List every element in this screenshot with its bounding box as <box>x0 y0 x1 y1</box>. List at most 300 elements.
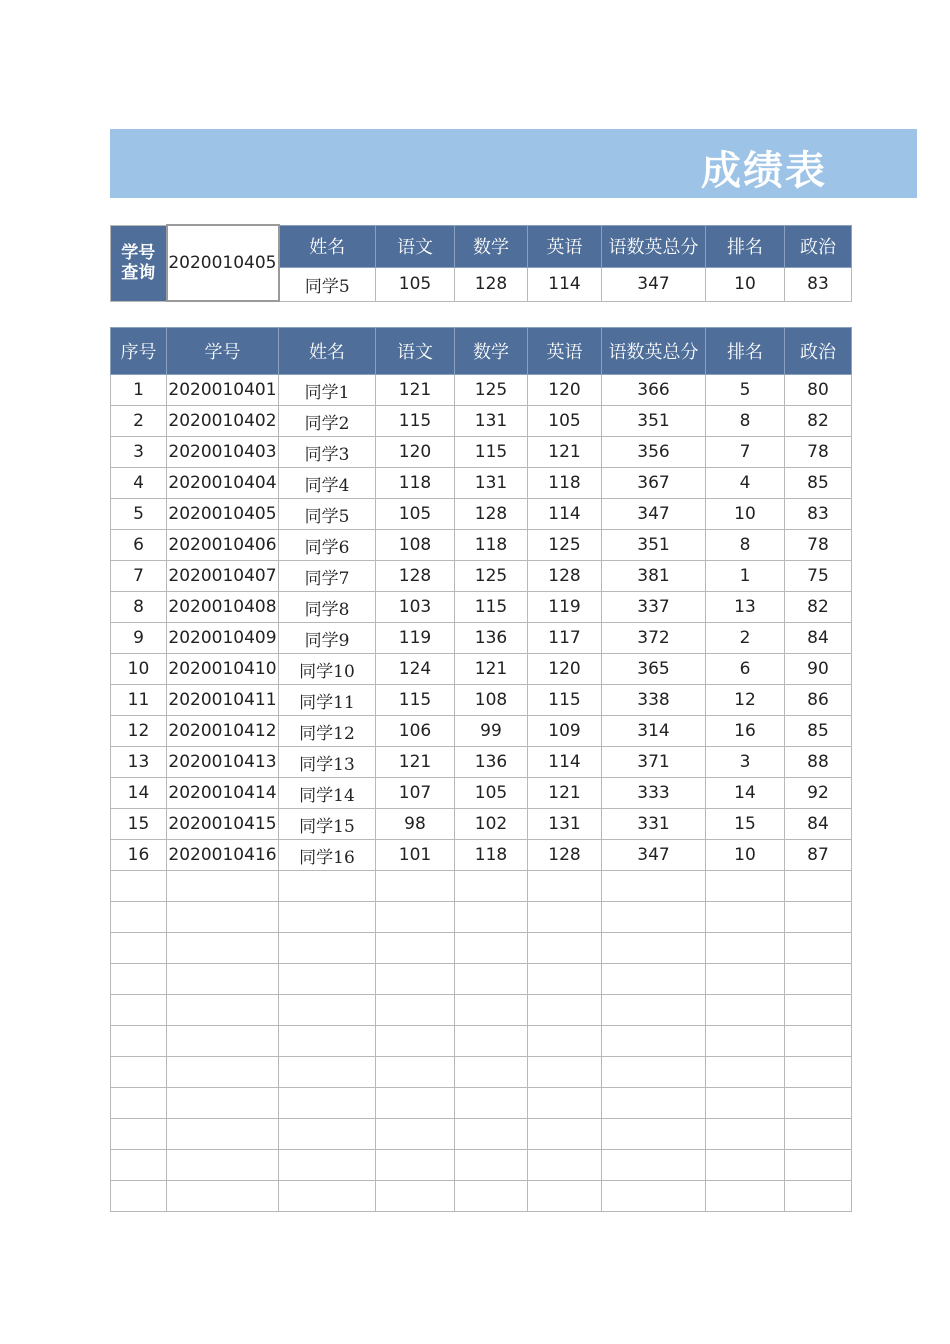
table-cell[interactable]: 78 <box>785 437 852 468</box>
empty-cell[interactable] <box>376 871 455 902</box>
table-row <box>111 623 852 654</box>
table-cell[interactable]: 338 <box>602 685 706 716</box>
table-cell[interactable]: 118 <box>455 840 528 871</box>
table-cell[interactable]: 118 <box>455 530 528 561</box>
empty-cell[interactable] <box>602 1119 706 1150</box>
column-header: 语数英总分 <box>602 328 706 375</box>
empty-cell[interactable] <box>602 933 706 964</box>
empty-cell[interactable] <box>785 1181 852 1212</box>
table-cell[interactable]: 347 <box>602 840 706 871</box>
empty-cell[interactable] <box>111 871 167 902</box>
table-cell[interactable]: 331 <box>602 809 706 840</box>
table-cell[interactable]: 351 <box>602 406 706 437</box>
column-header: 英语 <box>528 328 602 375</box>
table-cell[interactable]: 2020010416 <box>167 840 279 871</box>
table-cell[interactable]: 92 <box>785 778 852 809</box>
table-cell[interactable]: 2020010401 <box>167 375 279 406</box>
table-cell[interactable]: 10 <box>706 499 785 530</box>
empty-cell[interactable] <box>602 1057 706 1088</box>
table-cell[interactable]: 同学2 <box>279 406 376 437</box>
column-header: 序号 <box>111 328 167 375</box>
empty-row <box>111 964 852 995</box>
lookup-value[interactable]: 347 <box>602 267 706 301</box>
empty-cell[interactable] <box>111 1119 167 1150</box>
table-cell[interactable]: 128 <box>528 561 602 592</box>
empty-cell[interactable] <box>111 964 167 995</box>
lookup-header: 英语 <box>528 225 602 267</box>
table-cell[interactable]: 85 <box>785 716 852 747</box>
table-cell[interactable]: 118 <box>528 468 602 499</box>
table-cell[interactable]: 同学9 <box>279 623 376 654</box>
table-cell[interactable]: 90 <box>785 654 852 685</box>
table-cell[interactable]: 99 <box>455 716 528 747</box>
table-cell[interactable]: 2020010406 <box>167 530 279 561</box>
table-cell[interactable]: 4 <box>706 468 785 499</box>
empty-cell[interactable] <box>706 1057 785 1088</box>
table-cell[interactable]: 125 <box>528 530 602 561</box>
empty-cell[interactable] <box>528 871 602 902</box>
empty-cell[interactable] <box>785 1119 852 1150</box>
title-banner <box>110 129 917 198</box>
empty-row <box>111 1088 852 1119</box>
table-cell[interactable]: 333 <box>602 778 706 809</box>
table-cell[interactable]: 80 <box>785 375 852 406</box>
table-cell[interactable]: 同学3 <box>279 437 376 468</box>
table-cell[interactable]: 14 <box>706 778 785 809</box>
empty-cell[interactable] <box>167 1088 279 1119</box>
empty-cell[interactable] <box>602 1088 706 1119</box>
column-header: 政治 <box>785 328 852 375</box>
table-cell[interactable]: 105 <box>528 406 602 437</box>
empty-cell[interactable] <box>528 1088 602 1119</box>
empty-cell[interactable] <box>706 1119 785 1150</box>
empty-cell[interactable] <box>785 902 852 933</box>
lookup-header: 语文 <box>376 225 455 267</box>
table-cell[interactable]: 同学10 <box>279 654 376 685</box>
table-cell[interactable]: 13 <box>706 592 785 623</box>
lookup-header: 政治 <box>785 225 852 267</box>
empty-cell[interactable] <box>602 995 706 1026</box>
table-cell[interactable]: 6 <box>111 530 167 561</box>
empty-row <box>111 1057 852 1088</box>
table-cell[interactable]: 13 <box>111 747 167 778</box>
empty-cell[interactable] <box>602 1150 706 1181</box>
empty-cell[interactable] <box>167 995 279 1026</box>
table-cell[interactable]: 2020010405 <box>167 499 279 530</box>
empty-row <box>111 1026 852 1057</box>
empty-cell[interactable] <box>706 902 785 933</box>
empty-cell[interactable] <box>279 1119 376 1150</box>
table-cell[interactable]: 367 <box>602 468 706 499</box>
empty-cell[interactable] <box>167 871 279 902</box>
table-cell[interactable]: 115 <box>376 685 455 716</box>
table-cell[interactable]: 7 <box>706 437 785 468</box>
table-cell[interactable]: 120 <box>528 375 602 406</box>
table-cell[interactable]: 4 <box>111 468 167 499</box>
table-cell[interactable]: 124 <box>376 654 455 685</box>
table-row <box>111 530 852 561</box>
table-cell[interactable]: 121 <box>376 747 455 778</box>
empty-cell[interactable] <box>455 902 528 933</box>
table-cell[interactable]: 98 <box>376 809 455 840</box>
table-cell[interactable]: 101 <box>376 840 455 871</box>
empty-cell[interactable] <box>376 1026 455 1057</box>
empty-cell[interactable] <box>785 964 852 995</box>
empty-cell[interactable] <box>279 902 376 933</box>
table-cell[interactable]: 371 <box>602 747 706 778</box>
table-cell[interactable]: 366 <box>602 375 706 406</box>
table-cell[interactable]: 2020010409 <box>167 623 279 654</box>
table-cell[interactable]: 2020010415 <box>167 809 279 840</box>
table-cell[interactable]: 2020010403 <box>167 437 279 468</box>
lookup-value[interactable]: 114 <box>528 267 602 301</box>
empty-cell[interactable] <box>455 1181 528 1212</box>
table-cell[interactable]: 同学12 <box>279 716 376 747</box>
empty-cell[interactable] <box>279 1088 376 1119</box>
table-row <box>111 437 852 468</box>
table-cell[interactable]: 同学6 <box>279 530 376 561</box>
table-cell[interactable]: 115 <box>528 685 602 716</box>
table-cell[interactable]: 114 <box>528 747 602 778</box>
empty-cell[interactable] <box>111 1088 167 1119</box>
empty-cell[interactable] <box>706 995 785 1026</box>
table-cell[interactable]: 102 <box>455 809 528 840</box>
empty-cell[interactable] <box>455 964 528 995</box>
empty-cell[interactable] <box>279 1057 376 1088</box>
student-id-input[interactable]: 2020010405 <box>167 225 279 301</box>
empty-cell[interactable] <box>602 1181 706 1212</box>
empty-cell[interactable] <box>528 964 602 995</box>
empty-cell[interactable] <box>376 1088 455 1119</box>
table-cell[interactable]: 120 <box>528 654 602 685</box>
table-row <box>111 592 852 623</box>
table-cell[interactable]: 84 <box>785 809 852 840</box>
lookup-value[interactable]: 128 <box>455 267 528 301</box>
table-cell[interactable]: 128 <box>376 561 455 592</box>
table-cell[interactable]: 108 <box>455 685 528 716</box>
table-cell[interactable]: 9 <box>111 623 167 654</box>
empty-cell[interactable] <box>111 902 167 933</box>
column-header: 学号 <box>167 328 279 375</box>
table-cell[interactable]: 同学4 <box>279 468 376 499</box>
table-cell[interactable]: 2020010411 <box>167 685 279 716</box>
empty-cell[interactable] <box>785 1057 852 1088</box>
table-cell[interactable]: 1 <box>706 561 785 592</box>
table-row <box>111 499 852 530</box>
table-cell[interactable]: 131 <box>455 406 528 437</box>
empty-cell[interactable] <box>167 1181 279 1212</box>
table-cell[interactable]: 128 <box>528 840 602 871</box>
empty-cell[interactable] <box>376 1150 455 1181</box>
empty-cell[interactable] <box>528 995 602 1026</box>
table-cell[interactable]: 14 <box>111 778 167 809</box>
table-cell[interactable]: 381 <box>602 561 706 592</box>
empty-cell[interactable] <box>785 1026 852 1057</box>
table-cell[interactable]: 2020010412 <box>167 716 279 747</box>
empty-cell[interactable] <box>785 1150 852 1181</box>
column-header: 姓名 <box>279 328 376 375</box>
table-cell[interactable]: 131 <box>455 468 528 499</box>
empty-cell[interactable] <box>455 1119 528 1150</box>
table-row <box>111 468 852 499</box>
table-cell[interactable]: 337 <box>602 592 706 623</box>
table-cell[interactable]: 119 <box>376 623 455 654</box>
table-cell[interactable]: 15 <box>111 809 167 840</box>
empty-cell[interactable] <box>706 871 785 902</box>
table-cell[interactable]: 同学7 <box>279 561 376 592</box>
table-row <box>111 685 852 716</box>
empty-cell[interactable] <box>279 1181 376 1212</box>
table-cell[interactable]: 8 <box>706 530 785 561</box>
empty-cell[interactable] <box>706 1150 785 1181</box>
table-cell[interactable]: 2020010414 <box>167 778 279 809</box>
empty-cell[interactable] <box>455 871 528 902</box>
table-cell[interactable]: 84 <box>785 623 852 654</box>
empty-cell[interactable] <box>455 933 528 964</box>
empty-cell[interactable] <box>528 902 602 933</box>
table-header-row <box>111 328 852 375</box>
empty-cell[interactable] <box>167 1057 279 1088</box>
table-cell[interactable]: 2020010404 <box>167 468 279 499</box>
column-header: 数学 <box>455 328 528 375</box>
table-cell[interactable]: 85 <box>785 468 852 499</box>
empty-cell[interactable] <box>167 902 279 933</box>
empty-cell[interactable] <box>167 1150 279 1181</box>
empty-cell[interactable] <box>602 964 706 995</box>
table-cell[interactable]: 2020010408 <box>167 592 279 623</box>
table-cell[interactable]: 78 <box>785 530 852 561</box>
empty-cell[interactable] <box>376 995 455 1026</box>
table-cell[interactable]: 131 <box>528 809 602 840</box>
empty-cell[interactable] <box>279 1026 376 1057</box>
table-cell[interactable]: 16 <box>706 716 785 747</box>
empty-row <box>111 995 852 1026</box>
column-header: 语文 <box>376 328 455 375</box>
empty-row <box>111 1119 852 1150</box>
table-cell[interactable]: 106 <box>376 716 455 747</box>
empty-cell[interactable] <box>167 1026 279 1057</box>
empty-cell[interactable] <box>528 1026 602 1057</box>
table-cell[interactable]: 105 <box>376 499 455 530</box>
table-cell[interactable]: 2 <box>706 623 785 654</box>
empty-cell[interactable] <box>376 964 455 995</box>
empty-cell[interactable] <box>111 1150 167 1181</box>
empty-cell[interactable] <box>528 933 602 964</box>
empty-cell[interactable] <box>528 1150 602 1181</box>
table-cell[interactable]: 82 <box>785 406 852 437</box>
table-cell[interactable]: 2020010413 <box>167 747 279 778</box>
table-cell[interactable]: 119 <box>528 592 602 623</box>
table-row <box>111 406 852 437</box>
table-cell[interactable]: 121 <box>528 437 602 468</box>
table-cell[interactable]: 372 <box>602 623 706 654</box>
lookup-table <box>110 224 852 302</box>
lookup-header: 排名 <box>706 225 785 267</box>
table-cell[interactable]: 136 <box>455 623 528 654</box>
table-row <box>111 747 852 778</box>
table-row <box>111 375 852 406</box>
table-row <box>111 654 852 685</box>
empty-cell[interactable] <box>279 871 376 902</box>
empty-cell[interactable] <box>376 1057 455 1088</box>
table-cell[interactable]: 5 <box>706 375 785 406</box>
table-cell[interactable]: 12 <box>111 716 167 747</box>
table-cell[interactable]: 125 <box>455 375 528 406</box>
lookup-header: 数学 <box>455 225 528 267</box>
table-cell[interactable]: 7 <box>111 561 167 592</box>
empty-row <box>111 871 852 902</box>
empty-cell[interactable] <box>376 1181 455 1212</box>
table-row <box>111 840 852 871</box>
table-cell[interactable]: 356 <box>602 437 706 468</box>
table-cell[interactable]: 125 <box>455 561 528 592</box>
empty-cell[interactable] <box>785 1088 852 1119</box>
score-table <box>110 327 852 1212</box>
table-cell[interactable]: 2020010407 <box>167 561 279 592</box>
empty-cell[interactable] <box>111 1181 167 1212</box>
empty-cell[interactable] <box>111 1057 167 1088</box>
table-cell[interactable]: 8 <box>111 592 167 623</box>
table-cell[interactable]: 86 <box>785 685 852 716</box>
empty-cell[interactable] <box>706 1026 785 1057</box>
table-cell[interactable]: 108 <box>376 530 455 561</box>
table-cell[interactable]: 88 <box>785 747 852 778</box>
empty-cell[interactable] <box>455 1026 528 1057</box>
empty-cell[interactable] <box>706 1181 785 1212</box>
empty-cell[interactable] <box>602 871 706 902</box>
table-cell[interactable]: 351 <box>602 530 706 561</box>
table-cell[interactable]: 114 <box>528 499 602 530</box>
empty-cell[interactable] <box>111 995 167 1026</box>
table-cell[interactable]: 103 <box>376 592 455 623</box>
table-cell[interactable]: 15 <box>706 809 785 840</box>
empty-cell[interactable] <box>376 933 455 964</box>
table-cell[interactable]: 2 <box>111 406 167 437</box>
lookup-value[interactable]: 10 <box>706 267 785 301</box>
table-cell[interactable]: 10 <box>111 654 167 685</box>
empty-cell[interactable] <box>376 902 455 933</box>
empty-cell[interactable] <box>279 995 376 1026</box>
empty-row <box>111 1150 852 1181</box>
empty-cell[interactable] <box>279 964 376 995</box>
empty-row <box>111 1181 852 1212</box>
empty-cell[interactable] <box>706 1088 785 1119</box>
empty-cell[interactable] <box>455 995 528 1026</box>
empty-cell[interactable] <box>167 933 279 964</box>
lookup-label: 学号 查询 <box>111 225 167 301</box>
table-cell[interactable]: 同学15 <box>279 809 376 840</box>
empty-row <box>111 902 852 933</box>
table-cell[interactable]: 365 <box>602 654 706 685</box>
table-cell[interactable]: 105 <box>455 778 528 809</box>
table-cell[interactable]: 117 <box>528 623 602 654</box>
table-cell[interactable]: 314 <box>602 716 706 747</box>
empty-cell[interactable] <box>111 933 167 964</box>
lookup-value[interactable]: 105 <box>376 267 455 301</box>
lookup-header: 语数英总分 <box>602 225 706 267</box>
table-cell[interactable]: 120 <box>376 437 455 468</box>
lookup-value[interactable]: 同学5 <box>279 267 376 301</box>
table-cell[interactable]: 128 <box>455 499 528 530</box>
table-cell[interactable]: 同学8 <box>279 592 376 623</box>
table-cell[interactable]: 10 <box>706 840 785 871</box>
table-cell[interactable]: 87 <box>785 840 852 871</box>
table-cell[interactable]: 3 <box>111 437 167 468</box>
table-cell[interactable]: 121 <box>455 654 528 685</box>
table-cell[interactable]: 11 <box>111 685 167 716</box>
empty-cell[interactable] <box>455 1057 528 1088</box>
table-cell[interactable]: 121 <box>376 375 455 406</box>
empty-cell[interactable] <box>279 1150 376 1181</box>
table-cell[interactable]: 115 <box>376 406 455 437</box>
empty-cell[interactable] <box>785 995 852 1026</box>
empty-cell[interactable] <box>376 1119 455 1150</box>
table-cell[interactable]: 136 <box>455 747 528 778</box>
table-cell[interactable]: 347 <box>602 499 706 530</box>
table-cell[interactable]: 12 <box>706 685 785 716</box>
table-cell[interactable]: 83 <box>785 499 852 530</box>
empty-cell[interactable] <box>602 902 706 933</box>
empty-row <box>111 933 852 964</box>
table-cell[interactable]: 115 <box>455 437 528 468</box>
empty-cell[interactable] <box>528 1119 602 1150</box>
empty-cell[interactable] <box>455 1150 528 1181</box>
empty-cell[interactable] <box>602 1026 706 1057</box>
table-cell[interactable]: 同学13 <box>279 747 376 778</box>
empty-cell[interactable] <box>279 933 376 964</box>
table-row <box>111 778 852 809</box>
table-cell[interactable]: 同学5 <box>279 499 376 530</box>
table-cell[interactable]: 109 <box>528 716 602 747</box>
table-cell[interactable]: 118 <box>376 468 455 499</box>
table-cell[interactable]: 121 <box>528 778 602 809</box>
table-cell[interactable]: 3 <box>706 747 785 778</box>
empty-cell[interactable] <box>785 871 852 902</box>
table-cell[interactable]: 6 <box>706 654 785 685</box>
table-cell[interactable]: 107 <box>376 778 455 809</box>
table-cell[interactable]: 115 <box>455 592 528 623</box>
column-header: 排名 <box>706 328 785 375</box>
table-cell[interactable]: 16 <box>111 840 167 871</box>
table-cell[interactable]: 2020010402 <box>167 406 279 437</box>
lookup-value[interactable]: 83 <box>785 267 852 301</box>
empty-cell[interactable] <box>528 1181 602 1212</box>
table-row <box>111 809 852 840</box>
table-cell[interactable]: 1 <box>111 375 167 406</box>
table-cell[interactable]: 同学11 <box>279 685 376 716</box>
lookup-header: 姓名 <box>279 225 376 267</box>
table-row <box>111 561 852 592</box>
table-cell[interactable]: 5 <box>111 499 167 530</box>
empty-cell[interactable] <box>706 933 785 964</box>
empty-cell[interactable] <box>111 1026 167 1057</box>
page-title: 成绩表 <box>701 147 827 194</box>
table-row <box>111 716 852 747</box>
table-cell[interactable]: 82 <box>785 592 852 623</box>
table-cell[interactable]: 2020010410 <box>167 654 279 685</box>
table-cell[interactable]: 同学14 <box>279 778 376 809</box>
empty-cell[interactable] <box>167 964 279 995</box>
empty-cell[interactable] <box>455 1088 528 1119</box>
table-cell[interactable]: 同学1 <box>279 375 376 406</box>
empty-cell[interactable] <box>706 964 785 995</box>
table-cell[interactable]: 8 <box>706 406 785 437</box>
table-cell[interactable]: 同学16 <box>279 840 376 871</box>
empty-cell[interactable] <box>167 1119 279 1150</box>
empty-cell[interactable] <box>528 1057 602 1088</box>
empty-cell[interactable] <box>785 933 852 964</box>
table-cell[interactable]: 75 <box>785 561 852 592</box>
